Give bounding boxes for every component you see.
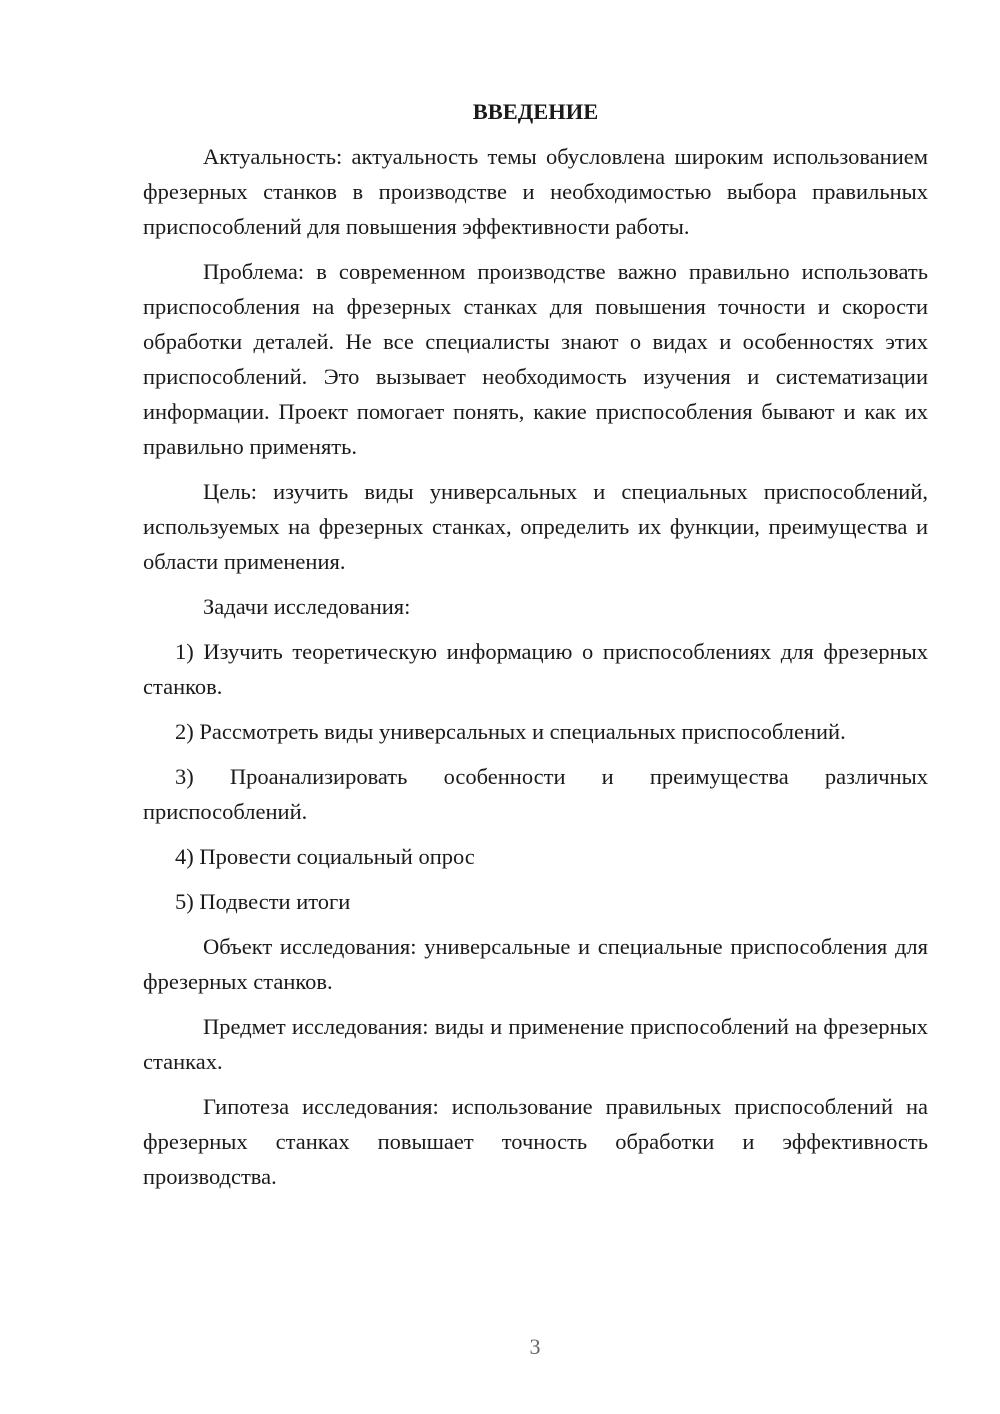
paragraph-problem: Проблема: в современном производстве важно правильно использовать приспособления на фрезерных станках для повышения точности и скорости обработки деталей. Не все специалисты знают о видах и особенностях этих приспособлений. Это вызывает необходимость изучения и систематизации информации. Проект помогает понять, какие приспособления бывают и как их правильно применять. <box>143 259 928 459</box>
paragraph-subject: Предмет исследования: виды и применение приспособлений на фрезерных станках. <box>143 1014 928 1074</box>
task-item-5: 5) Подвести итоги <box>175 889 351 914</box>
page-title: ВВЕДЕНИЕ <box>472 99 599 124</box>
task-item-4: 4) Провести социальный опрос <box>175 844 475 869</box>
paragraph-goal: Цель: изучить виды универсальных и специальных приспособлений, используемых на фрезерных станках, определить их функции, преимущества и области применения. <box>143 479 928 574</box>
tasks-heading: Задачи исследования: <box>203 594 411 619</box>
task-item-2: 2) Рассмотреть виды универсальных и специальных приспособлений. <box>175 719 846 744</box>
page-number: 3 <box>529 1334 541 1359</box>
paragraph-hypothesis: Гипотеза исследования: использование правильных приспособлений на фрезерных станках повышает точность обработки и эффективность производства. <box>143 1094 928 1189</box>
paragraph-object: Объект исследования: универсальные и специальные приспособления для фрезерных станков. <box>143 934 928 994</box>
task-item-3: 3) Проанализировать особенности и преимущества различных приспособлений. <box>143 764 928 824</box>
paragraph-relevance: Актуальность: актуальность темы обусловлена широким использованием фрезерных станков в производстве и необходимостью выбора правильных приспособлений для повышения эффективности работы. <box>143 144 928 239</box>
task-item-1: 1) Изучить теоретическую информацию о приспособлениях для фрезерных станков. <box>143 639 928 699</box>
page-content <box>143 94 928 1194</box>
